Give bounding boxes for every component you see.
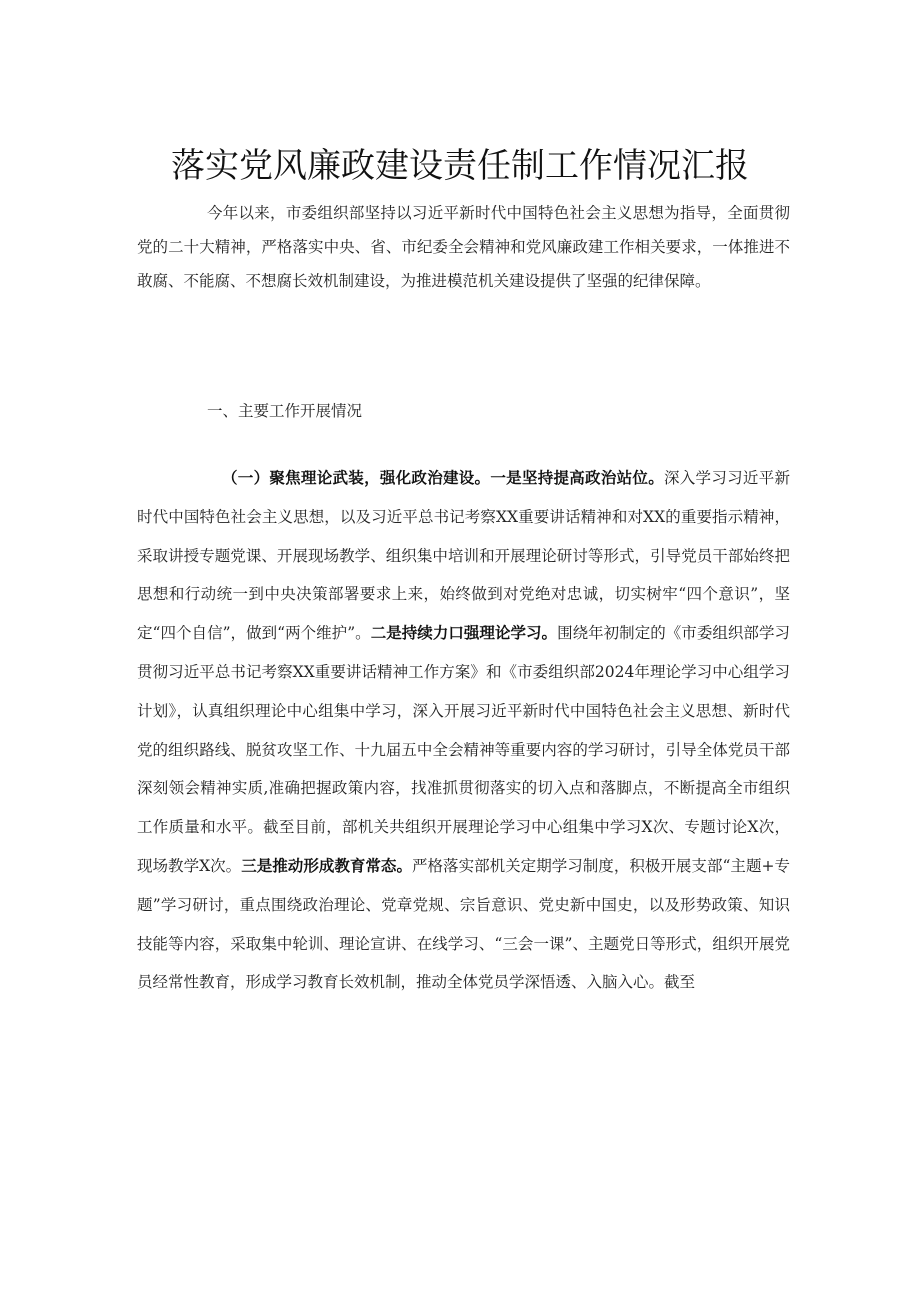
subsection-lead: （一）聚焦理论武装，强化政治建设。一是坚持提高政治站位。 <box>222 468 664 487</box>
paragraph-text: 严格落实部机关定期学习制度，积极开展支部“主题+专题”学习研讨，重点围绕政治理论、党章党规、宗旨意识、党史新中国史，以及形势政策、知识技能等内容，采取集中轮训、理论宣讲、在线学习、“三会一课”、主题党日等形式，组织开展党员经常性教育，形成学习教育长效机制，推动全体党员学深悟透、入脑入心。截至 <box>137 856 790 992</box>
intro-paragraph: 今年以来，市委组织部坚持以习近平新时代中国特色社会主义思想为指导，全面贯彻党的二十大精神，严格落实中央、省、市纪委全会精神和党风廉政建工作相关要求，一体推进不敢腐、不能腐、不想腐长效机制建设，为推进模范机关建设提供了坚强的纪律保障。 <box>137 204 790 290</box>
paragraph-text: 围绕年初制定的《市委组织部学习贯彻习近平总书记考察XX重要讲话精神工作方案》和《市委组织部2024年理论学习中心组学习计划》，认真组织理论中心组集中学习，深入开展习近平新时代中国特色社会主义思想、新时代党的组织路线、脱贫攻坚工作、十九届五中全会精神等重要内容的学习研讨，引导全体党员干部深刻领会精神实质,准确把握政策内容，找准抓贯彻落实的切入点和落脚点，不断提高全市组织工作质量和水平。截至目前，部机关共组织开展理论学习中心组集中学习X次、专题讨论X次，现场教学X次。 <box>137 624 790 875</box>
section-heading: 一、主要工作开展情况 <box>207 402 363 420</box>
paragraph-text: 深入学习习近平新时代中国特色社会主义思想，以及习近平总书记考察XX重要讲话精神和对XX的重要指示精神，采取讲授专题党课、开展现场教学、组织集中培训和开展理论研讨等形式，引导党员干部始终把思想和行动统一到中央决策部署要求上来，始终做到对党绝对忠诚，切实树牢“四个意识”，坚定“四个自信”，做到“两个维护”。 <box>137 469 790 643</box>
page-title: 落实党风廉政建设责任制工作情况汇报 <box>171 146 749 186</box>
point-three-lead: 三是推动形成教育常态。 <box>241 855 412 875</box>
point-two-lead: 二是持续力口强理论学习。 <box>370 623 558 643</box>
section-1-1-paragraph <box>137 459 790 1002</box>
